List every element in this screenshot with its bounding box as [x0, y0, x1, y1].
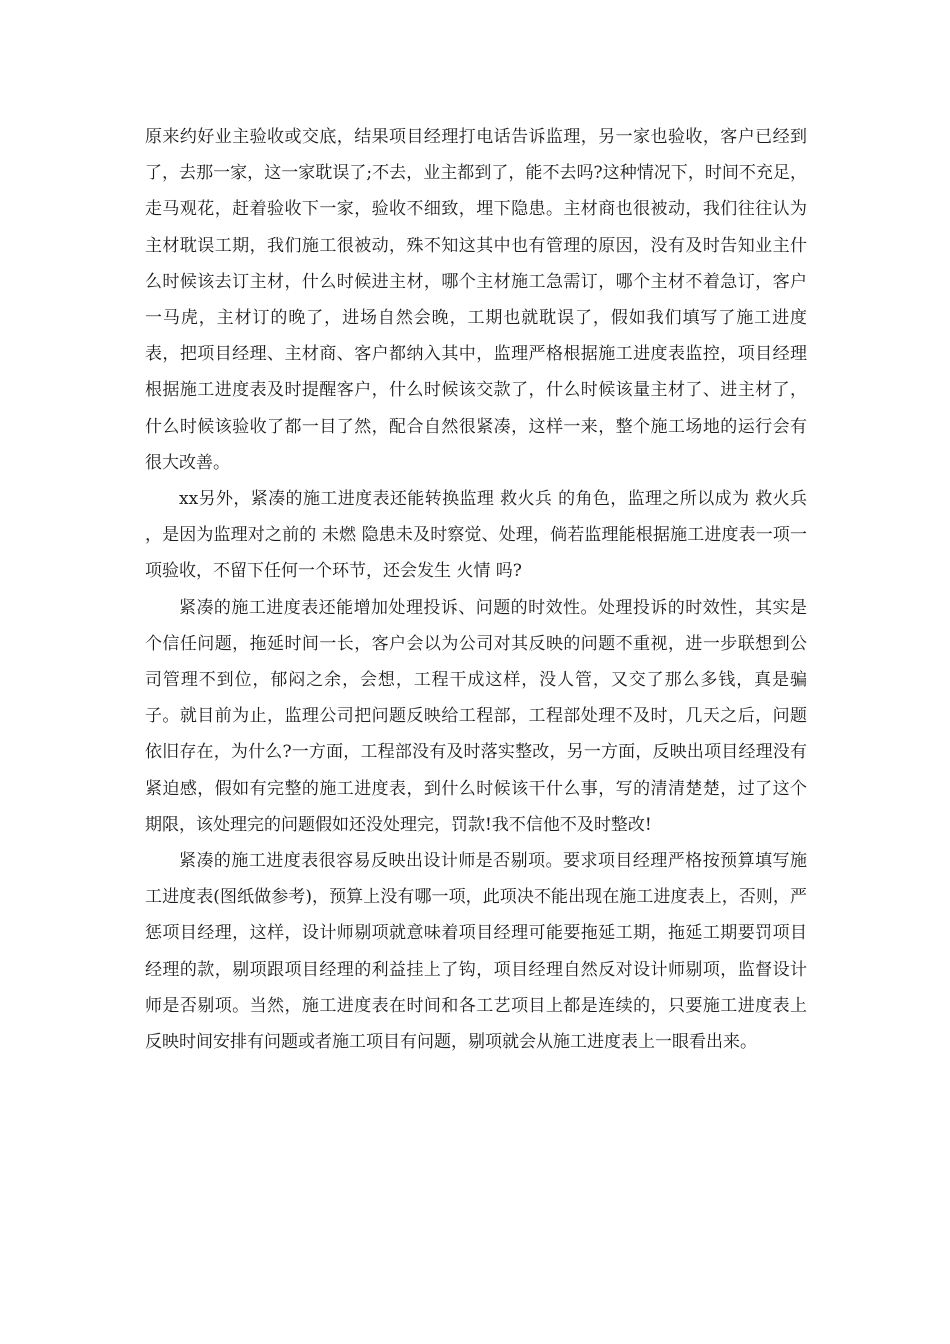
paragraph-firefighter-role: xx另外，紧凑的施工进度表还能转换监理 救火兵 的角色，监理之所以成为 救火兵 ，是因为监理对之前的 未燃 隐患未及时察觉、处理，倘若监理能根据施工进度表一项一项验收，不留下任何一个环节，还会发生 火情 吗?	[145, 489, 807, 582]
paragraph-complaint-timeliness: 紧凑的施工进度表还能增加处理投诉、问题的时效性。处理投诉的时效性，其实是个信任问题，拖延时间一长，客户会以为公司对其反映的问题不重视，进一步联想到公司管理不到位，郁闷之余，会想，工程干成这样，没人管，又交了那么多钱，真是骗子。就目前为止，监理公司把问题反映给工程部，工程部处理不及时，几天之后，问题依旧存在，为什么?一方面，工程部没有及时落实整改，另一方面，反映出项目经理没有紧迫感，假如有完整的施工进度表，到什么时候该干什么事，写的清清楚楚，过了这个期限，该处理完的问题假如还没处理完，罚款!我不信他不及时整改!	[145, 597, 807, 835]
paragraph-continuation: 原来约好业主验收或交底，结果项目经理打电话告诉监理，另一家也验收，客户已经到了，去那一家，这一家耽误了;不去，业主都到了，能不去吗?这种情况下，时间不充足，走马观花，赶着验收下一家，验收不细致，埋下隐患。主材商也很被动，我们往往认为主材耽误工期，我们施工很被动，殊不知这其中也有管理的原因，没有及时告知业主什么时候该去订主材，什么时候进主材，哪个主材施工急需订，哪个主材不着急订，客户一马虎，主材订的晚了，进场自然会晚，工期也就耽误了，假如我们填写了施工进度表，把项目经理、主材商、客户都纳入其中，监理严格根据施工进度表监控，项目经理根据施工进度表及时提醒客户，什么时候该交款了，什么时候该量主材了、进主材了，什么时候该验收了都一目了然，配合自然很紧凑，这样一来，整个施工场地的运行会有很大改善。	[145, 127, 807, 473]
paragraph-designer-omission: 紧凑的施工进度表很容易反映出设计师是否剔项。要求项目经理严格按预算填写施工进度表(图纸做参考)，预算上没有哪一项，此项决不能出现在施工进度表上，否则，严惩项目经理，这样，设计师剔项就意味着项目经理可能要拖延工期，拖延工期要罚项目经理的款，剔项跟项目经理的利益挂上了钩，项目经理自然反对设计师剔项，监督设计师是否剔项。当然，施工进度表在时间和各工艺项目上都是连续的，只要施工进度表上反映时间安排有问题或者施工项目有问题，剔项就会从施工进度表上一眼看出来。	[145, 851, 807, 1053]
document-body	[145, 119, 807, 1060]
